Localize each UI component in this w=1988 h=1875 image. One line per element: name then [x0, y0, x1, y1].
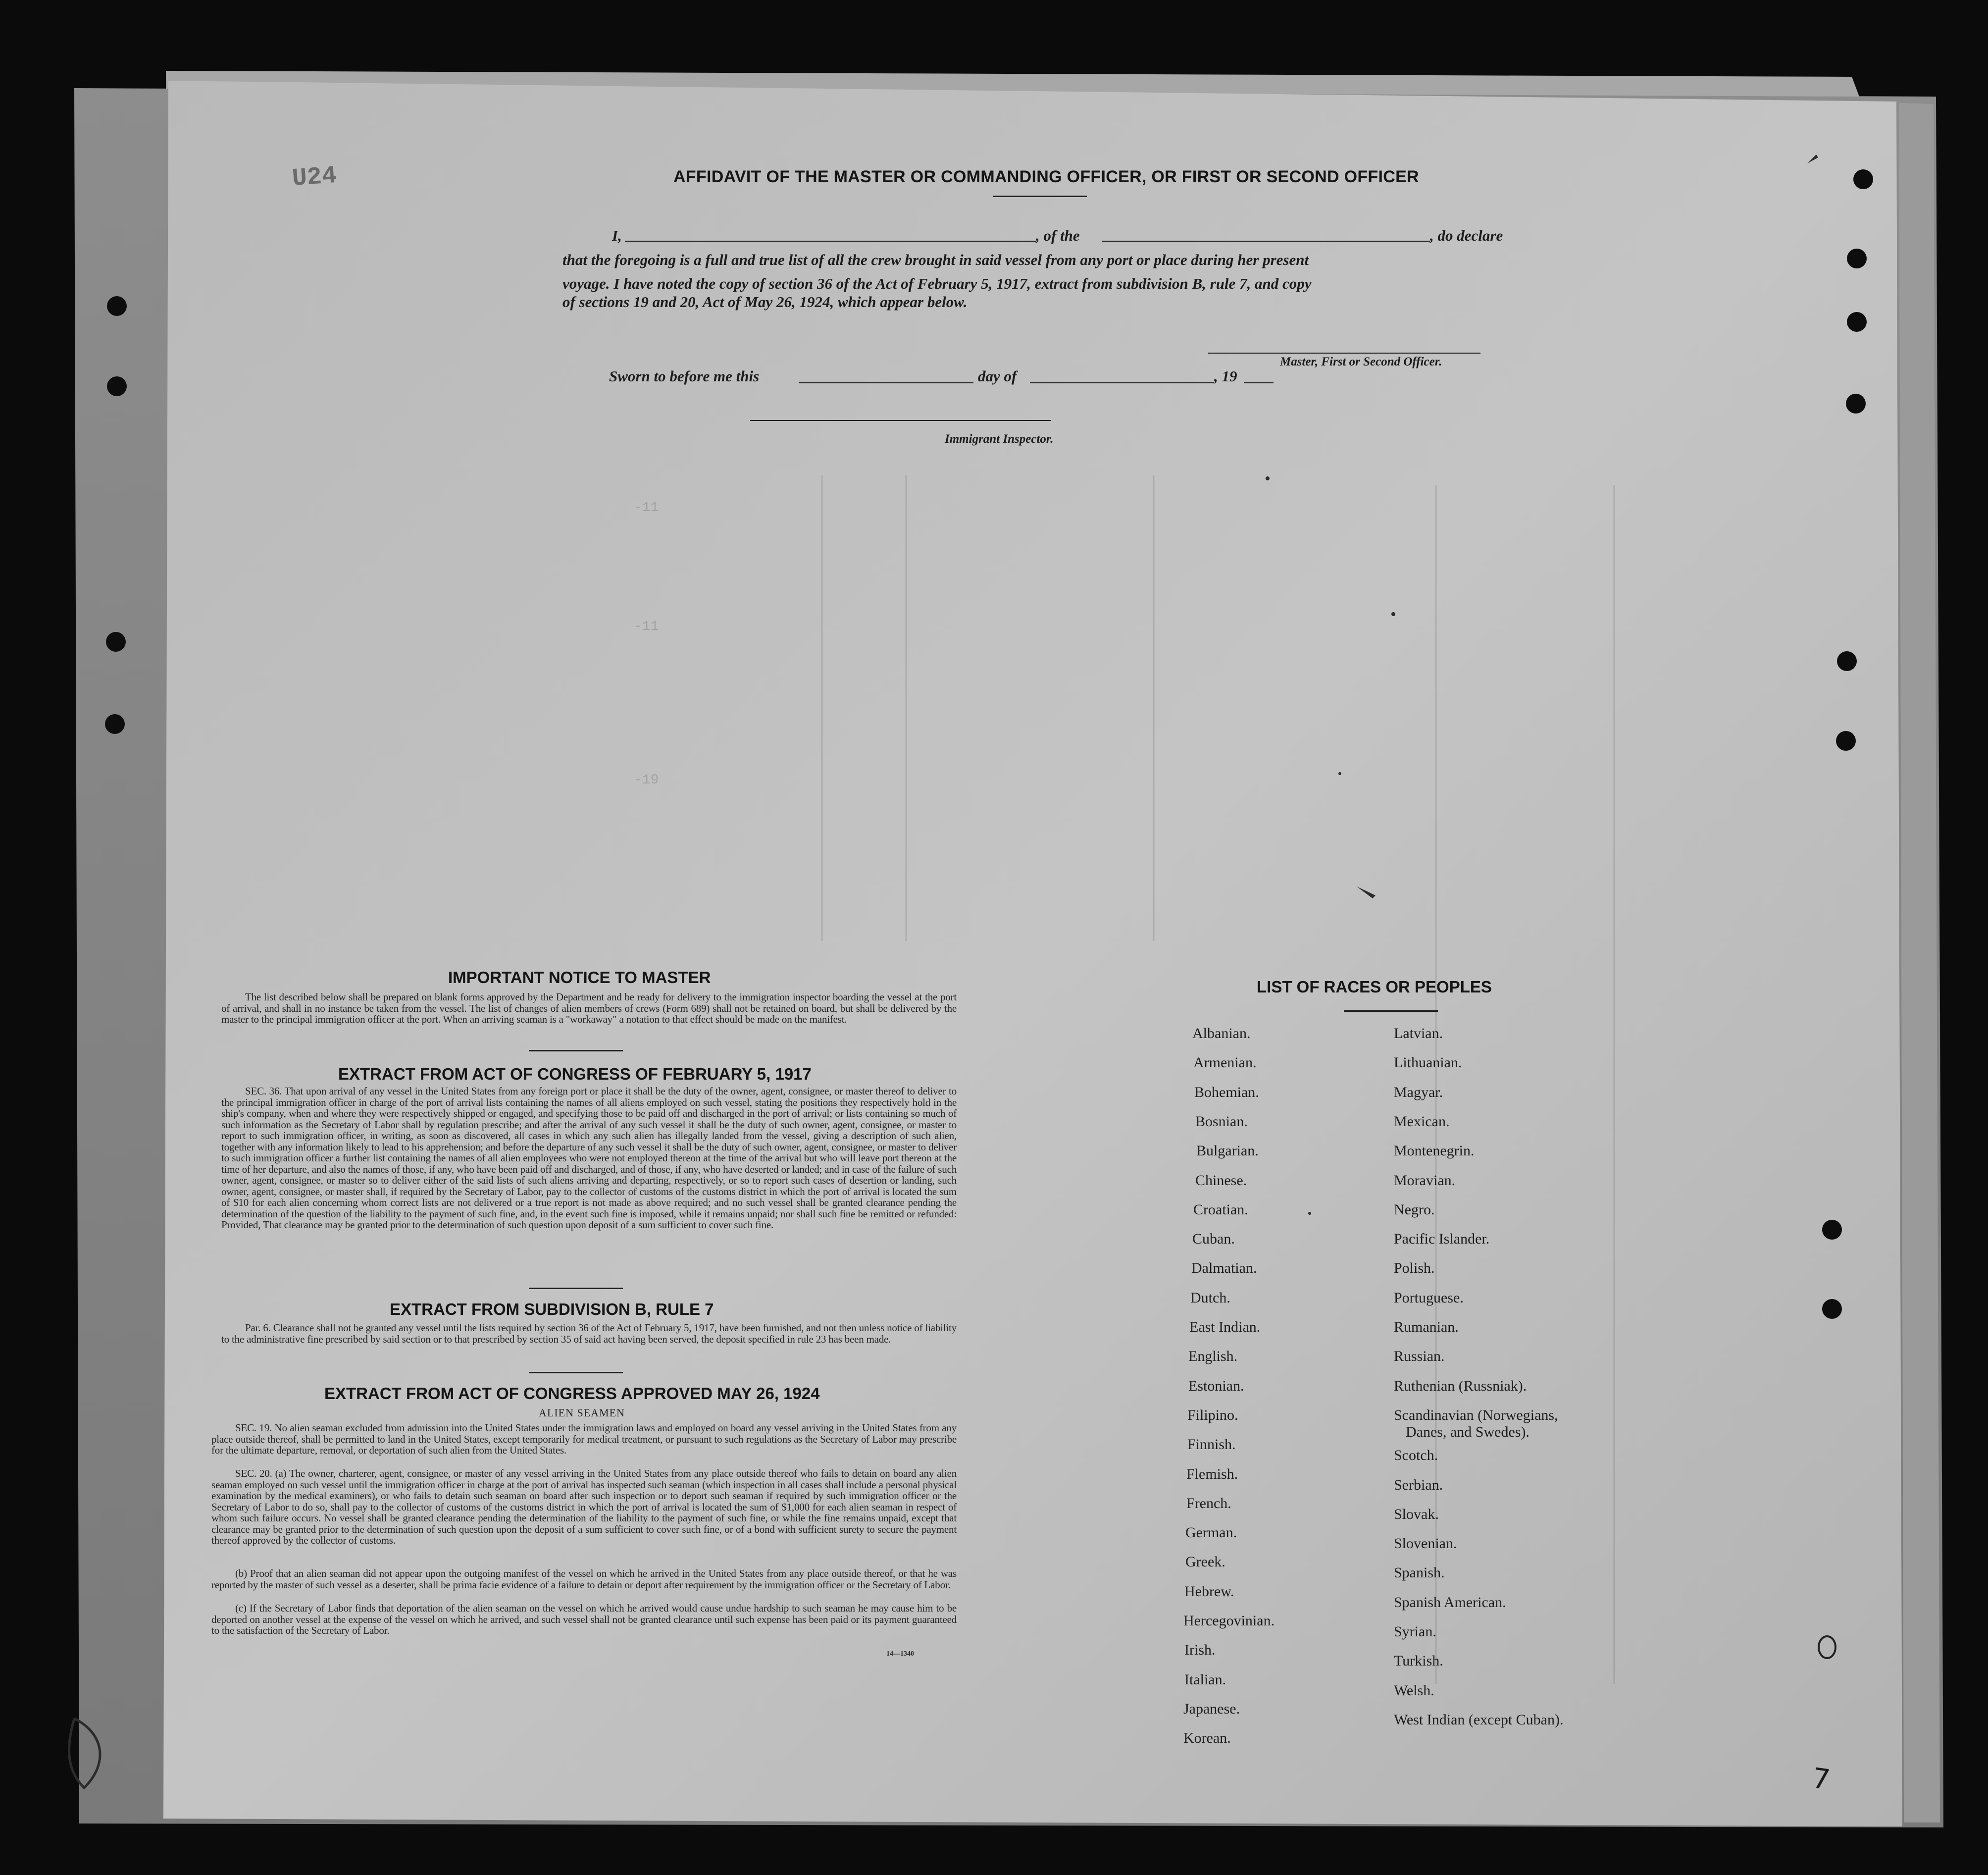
race-item-right: Moravian.: [1394, 1172, 1456, 1189]
race-item-left: Cuban.: [1192, 1231, 1235, 1248]
master-signature-field[interactable]: [1208, 353, 1480, 354]
form-number: 14—1340: [886, 1650, 914, 1658]
race-item-right: Rumanian.: [1394, 1319, 1459, 1335]
race-item-right: Serbian.: [1394, 1476, 1443, 1493]
rule7-body: Par. 6. Clearance shall not be granted any vessel until the lists required by section 36 of the Act of February 5, 1917, have been furnished, and not then unless notice of liability to the administrative fine prescribed by said section or to that prescribed by section 35 of said act having been served, the deposit specified in rule 23 has been made.: [221, 1322, 957, 1345]
corner-stamp: U24: [291, 161, 338, 194]
margin-mark: 7: [1810, 1762, 1832, 1797]
extract-1917-rule: [529, 1288, 623, 1289]
race-item-right: Pacific Islander.: [1394, 1231, 1490, 1248]
race-item-left: English.: [1188, 1348, 1238, 1365]
affidavit-line4: of sections 19 and 20, Act of May 26, 1924, which appear below.: [562, 293, 968, 311]
race-item-right: Negro.: [1394, 1201, 1435, 1218]
show-through-ghost-text: -11: [634, 619, 659, 634]
race-item-left: Dutch.: [1190, 1289, 1230, 1306]
race-item-left: Chinese.: [1195, 1172, 1247, 1189]
race-item-right: Turkish.: [1394, 1653, 1443, 1669]
race-item-left: East Indian.: [1189, 1319, 1261, 1335]
sworn-year-field[interactable]: [1244, 382, 1274, 383]
inspector-signature-field[interactable]: [750, 420, 1051, 421]
race-item-right: Syrian.: [1394, 1623, 1436, 1640]
race-item-right: Danes, and Swedes).: [1406, 1423, 1529, 1440]
rule7-title: EXTRACT FROM SUBDIVISION B, RULE 7: [390, 1300, 714, 1318]
race-item-left: German.: [1185, 1524, 1237, 1541]
race-item-left: Hebrew.: [1184, 1583, 1234, 1600]
extract-1924-title: EXTRACT FROM ACT OF CONGRESS APPROVED MAY 26, 1924: [324, 1384, 820, 1403]
affidavit-line2: that the foregoing is a full and true list of all the crew brought in said vessel from any port or place during her present: [562, 251, 1309, 268]
extract-1917-body: SEC. 36. That upon arrival of any vessel in the United States from any foreign port or place it shall be the duty of the owner, agent, consignee, or master thereof to deliver to the principal immigration officer in charge of the port of arrival lists containing the names of all aliens employed on such vessel, stating the positions they respectively hold in the ship's company, when and where they were respectively shipped or engaged, and specifying those to be paid off and discharged in the port of arrival; or lists containing so much of such information as the Secretary of Labor shall by regulation prescribe; and after the arrival of any such vessel it shall be the duty of such owner, agent, consignee, or master to report to such immigration officer, in writing, as soon as discovered, all cases in which any such alien has illegally landed from the vessel, giving a description of such alien, together with any information likely to lead to his apprehension; and before the departure of any such vessel it shall be the duty of such owner, agent, consignee, or master to deliver to such immigration officer a further list containing the names of all alien employees who were not employed thereon at the time of the arrival but who will leave port thereon at the time of her departure, and also the names of those, if any, who have been paid off and discharged, and of those, if any, who have deserted or landed; and in case of the failure of such owner, agent, consignee, or master so to deliver either of the said lists of such aliens arriving and departing, respectively, or so to report such cases of desertion or landing, such owner, agent, consignee, or master shall, if required by the Secretary of Labor, pay to the collector of customs of the customs district in which the port of arrival is located the sum of $10 for each alien concerning whom correct lists are not delivered or a true report is not made as above required; and no such vessel shall be granted clearance pending the determination of the question of the liability to the payment of such fine, and, in the event such fine is imposed, while it remains unpaid; nor shall such fine be remitted or refunded: Provided, That clearance may be granted prior to the determination of such question upon deposit of a sum sufficient to cover such fine.: [221, 1085, 957, 1231]
extract-1924-sec19: SEC. 19. No alien seaman excluded from admission into the United States under the immigration laws and employed on board any vessel arriving in the United States from any place outside thereof, shall be permitted to land in the United States, except temporarily for medical treatment, or pursuant to such regulations as the Secretary of Labor may prescribe for the ultimate departure, removal, or deportation of such alien from the United States.: [211, 1422, 957, 1456]
race-item-left: French.: [1186, 1495, 1231, 1511]
show-through-ghost-text: -19: [634, 773, 659, 788]
race-item-left: Italian.: [1184, 1671, 1226, 1688]
race-item-left: Bohemian.: [1194, 1084, 1259, 1100]
extract-1924-sec20a: SEC. 20. (a) The owner, charterer, agent, consignee, or master of any vessel arriving in the United States from any place outside thereof who fails to detain on board any alien seaman employed on such vessel until the immigration officer in charge at the port of arrival has inspected such seaman (which inspection in all cases shall include a personal physical examination by the medical examiners), or who fails to detain such seaman on board after such inspection or to deport such seaman if required by such immigration officer or the Secretary of Labor to do so, shall pay to the collector of customs of the customs district in which the port of arrival is located the sum of $1,000 for each alien seaman in respect of whom such failure occurs. No vessel shall be granted clearance pending the determination of the liability to the payment of such fine, or while the fine remains unpaid, except that clearance may be granted prior to the determination of such question upon the deposit of a sum sufficient to cover such fine, or of a bond with sufficient surety to secure the payment thereof approved by the collector of customs.: [211, 1467, 957, 1546]
race-item-left: Greek.: [1185, 1554, 1225, 1570]
sworn-day-field[interactable]: [799, 382, 973, 383]
race-item-left: Bosnian.: [1195, 1113, 1248, 1130]
sworn-label: Sworn to before me this: [609, 367, 760, 385]
extract-1924-sec20c: (c) If the Secretary of Labor finds that deportation of the alien seaman on the vessel on which he arrived would cause undue hardship to such seaman he may cause him to be deported on another vessel at the expense of the vessel on which he arrived, and such vessel shall not be granted clearance until such expense has been paid or its payment guaranteed to the satisfaction of the Secretary of Labor.: [211, 1602, 957, 1636]
extract-1924-sec20b: (b) Proof that an alien seaman did not appear upon the outgoing manifest of the vessel on which he arrived in the United States from any place outside thereof, or that he was reported by the master of such vessel as a deserter, shall be prima facie evidence of a failure to detain or deport after requirement by the immigration officer or the Secretary of Labor.: [211, 1567, 957, 1591]
race-item-left: Armenian.: [1193, 1054, 1257, 1071]
extract-1917-title: EXTRACT FROM ACT OF CONGRESS OF FEBRUARY 5, 1917: [338, 1065, 812, 1083]
race-item-left: Japanese.: [1183, 1700, 1240, 1717]
race-item-left: Dalmatian.: [1191, 1260, 1257, 1277]
extract-1924-subtitle: ALIEN SEAMEN: [539, 1406, 625, 1419]
race-item-right: Spanish American.: [1394, 1594, 1506, 1611]
race-item-right: Russian.: [1394, 1348, 1445, 1365]
race-item-right: Slovak.: [1394, 1506, 1439, 1522]
race-item-right: West Indian (except Cuban).: [1394, 1711, 1564, 1728]
right-edge-strip: [1899, 103, 1940, 1823]
notice-rule: [529, 1050, 623, 1051]
race-item-right: Slovenian.: [1394, 1535, 1457, 1552]
race-item-left: Korean.: [1183, 1730, 1231, 1747]
vessel-name-field[interactable]: [1102, 241, 1430, 242]
sworn-month-field[interactable]: [1030, 382, 1214, 383]
race-item-right: Mexican.: [1394, 1113, 1450, 1130]
race-item-left: Finnish.: [1187, 1436, 1236, 1453]
race-item-left: Croatian.: [1193, 1201, 1248, 1218]
race-item-left: Filipino.: [1187, 1406, 1238, 1423]
master-name-field[interactable]: [625, 241, 1036, 242]
races-title-rule: [1344, 1010, 1438, 1012]
affidavit-line1-of-the: , of the: [1036, 227, 1080, 244]
race-item-right: Lithuanian.: [1394, 1054, 1462, 1071]
race-item-right: Welsh.: [1394, 1682, 1434, 1699]
affidavit-line1-do-declare: , do declare: [1430, 227, 1503, 244]
race-item-right: Montenegrin.: [1394, 1143, 1475, 1159]
master-signature-caption: Master, First or Second Officer.: [1280, 355, 1442, 368]
race-item-left: Hercegovinian.: [1183, 1613, 1275, 1629]
year-prefix: , 19: [1214, 367, 1237, 385]
affidavit-title-rule: [993, 196, 1087, 197]
day-of-label: day of: [978, 367, 1017, 385]
race-item-right: Spanish.: [1394, 1564, 1445, 1581]
race-item-left: Albanian.: [1192, 1025, 1251, 1042]
race-item-right: Magyar.: [1394, 1084, 1443, 1100]
notice-body: The list described below shall be prepared on blank forms approved by the Department and be ready for delivery to the immigration inspector boarding the vessel at the port of arrival, and shall in no instance be taken from the vessel. The list of changes of alien members of crews (Form 689) shall not be retained on board, but shall be delivered by the master to the principal immigration officer at the port. When an arriving seaman is a "workaway" a notation to that effect should be made on the manifest.: [221, 991, 957, 1025]
rule7-rule: [529, 1372, 623, 1373]
race-item-right: Scandinavian (Norwegians,: [1394, 1406, 1558, 1423]
show-through-ghost-text: -11: [634, 500, 659, 516]
affidavit-title: AFFIDAVIT OF THE MASTER OR COMMANDING OFFICER, OR FIRST OR SECOND OFFICER: [673, 167, 1419, 186]
race-item-left: Estonian.: [1188, 1377, 1244, 1394]
race-item-left: Irish.: [1184, 1642, 1216, 1659]
race-item-left: Bulgarian.: [1196, 1143, 1259, 1159]
affidavit-line1-i: I,: [612, 227, 622, 244]
paper-sheet: [163, 81, 1902, 1826]
affidavit-line3: voyage. I have noted the copy of section 36 of the Act of February 5, 1917, extract from subdivision B, rule 7, and copy: [562, 275, 1312, 292]
race-item-right: Latvian.: [1394, 1025, 1443, 1042]
race-item-right: Polish.: [1394, 1260, 1435, 1277]
race-item-right: Ruthenian (Russniak).: [1394, 1377, 1527, 1394]
races-title: LIST OF RACES OR PEOPLES: [1257, 978, 1492, 996]
notice-title: IMPORTANT NOTICE TO MASTER: [448, 968, 711, 987]
inspector-caption: Immigrant Inspector.: [945, 432, 1054, 446]
race-item-left: Flemish.: [1186, 1465, 1238, 1482]
race-item-right: Portuguese.: [1394, 1289, 1464, 1306]
race-item-right: Scotch.: [1394, 1447, 1438, 1464]
